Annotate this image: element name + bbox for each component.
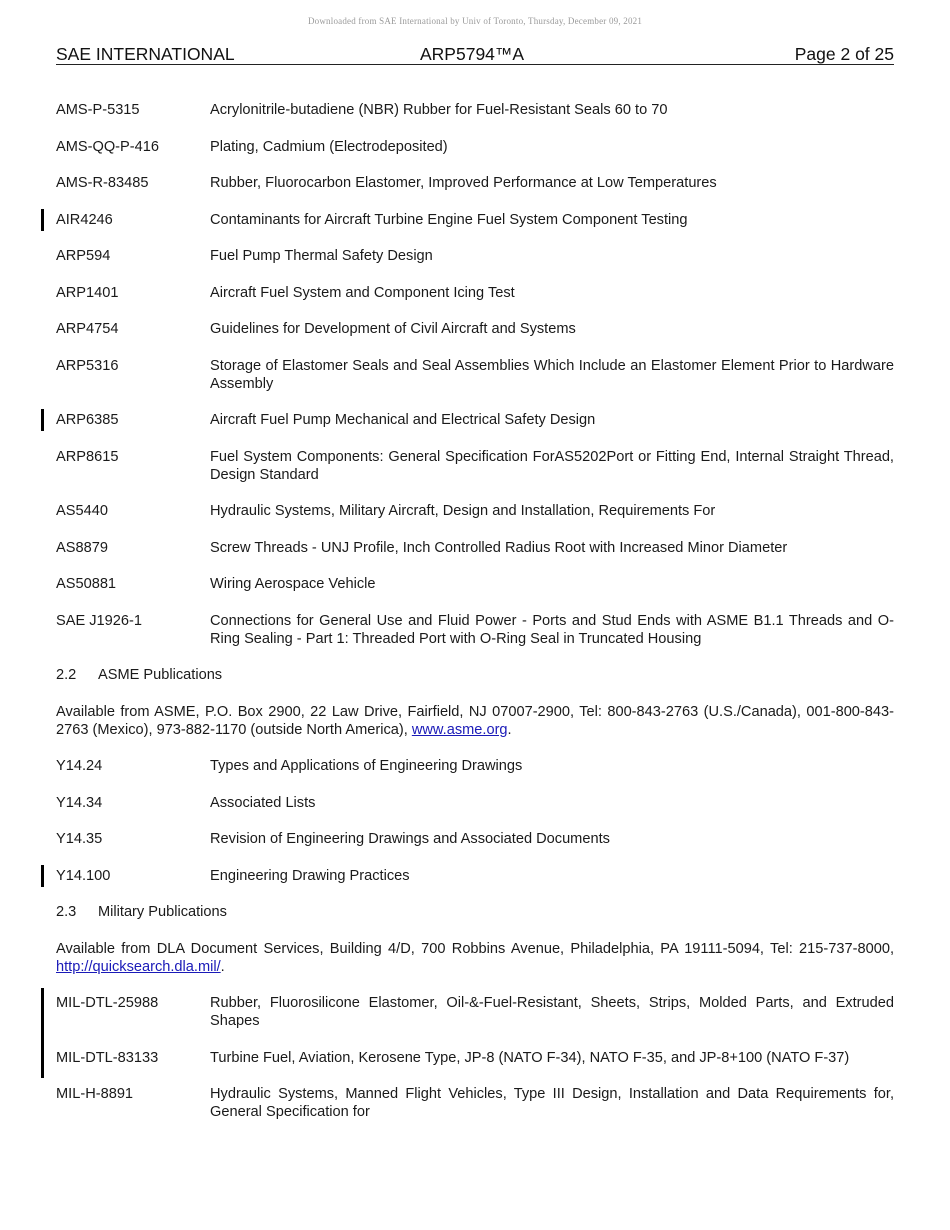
reference-title: Connections for General Use and Fluid Power - Ports and Stud Ends with ASME B1.1 Threads and O-Ring Sealing - Part 1: Threaded Port with O-Ring Seal in Truncated Housing — [210, 612, 894, 647]
reference-code: AS5440 — [56, 503, 108, 519]
reference-row — [56, 448, 894, 484]
reference-code: ARP5316 — [56, 357, 119, 374]
download-watermark: Downloaded from SAE International by Univ of Toronto, Thursday, December 09, 2021 — [307, 16, 643, 26]
section-title: ASME Publications — [98, 667, 223, 683]
reference-code: AMS-P-5315 — [56, 102, 140, 118]
reference-row — [56, 830, 894, 848]
reference-title: Rubber, Fluorocarbon Elastomer, Improved Performance at Low Temperatures — [210, 175, 717, 191]
reference-code: AS50881 — [56, 576, 117, 592]
page-header — [56, 44, 894, 65]
section-heading-asme — [56, 666, 894, 684]
reference-title: Aircraft Fuel Pump Mechanical and Electrical Safety Design — [210, 412, 596, 428]
change-bar — [41, 865, 44, 887]
reference-code: AIR4246 — [56, 211, 113, 228]
reference-code: MIL-H-8891 — [56, 1086, 134, 1102]
reference-title: Rubber, Fluorosilicone Elastomer, Oil-&-Fuel-Resistant, Sheets, Strips, Molded Parts, and Extruded Shapes — [210, 995, 894, 1029]
reference-title: Storage of Elastomer Seals and Seal Assemblies Which Include an Elastomer Element Prior to Hardware Assembly — [210, 357, 894, 392]
reference-row — [56, 101, 894, 119]
header-org: SAE INTERNATIONAL — [56, 44, 235, 64]
reference-row — [56, 867, 894, 885]
reference-title: Acrylonitrile-butadiene (NBR) Rubber for Fuel-Resistant Seals 60 to 70 — [210, 102, 668, 118]
intro-text: Available from ASME, P.O. Box 2900, 22 Law Drive, Fairfield, NJ 07007-2900, Tel: 800-843-2763 (U.S./Canada), 001-800-843-2763 (Mexico), 973-882-1170 (outside North America), — [56, 703, 894, 738]
reference-title: Screw Threads - UNJ Profile, Inch Controlled Radius Root with Increased Minor Diameter — [210, 539, 788, 556]
reference-code: Y14.100 — [56, 867, 111, 884]
reference-code: Y14.35 — [56, 831, 103, 847]
reference-row — [56, 1049, 894, 1067]
reference-title: Guidelines for Development of Civil Aircraft and Systems — [210, 321, 576, 337]
reference-title: Turbine Fuel, Aviation, Kerosene Type, JP-8 (NATO F-34), NATO F-35, and JP-8+100 (NATO F-37) — [210, 1049, 850, 1066]
reference-row — [56, 994, 894, 1030]
section-number: 2.3 — [56, 904, 77, 920]
intro-end: . — [220, 958, 225, 975]
reference-code: ARP1401 — [56, 284, 119, 301]
reference-row — [56, 138, 894, 156]
reference-title: Aircraft Fuel System and Component Icing Test — [210, 284, 515, 301]
reference-code: ARP594 — [56, 248, 111, 264]
reference-code: AS8879 — [56, 539, 108, 556]
section-intro-asme — [56, 703, 894, 739]
reference-code: ARP8615 — [56, 448, 119, 465]
reference-title: Fuel System Components: General Specification ForAS5202Port or Fitting End, Internal Straight Thread, Design Standard — [210, 448, 894, 483]
intro-text: Available from DLA Document Services, Building 4/D, 700 Robbins Avenue, Philadelphia, PA 19111-5094, Tel: 215-737-8000, — [56, 940, 894, 957]
reference-code: SAE J1926-1 — [56, 612, 142, 629]
reference-row — [56, 411, 894, 429]
reference-row — [56, 174, 894, 192]
section-title: Military Publications — [98, 904, 227, 920]
header-page-number: Page 2 of 25 — [794, 44, 894, 64]
change-bar — [41, 988, 44, 1078]
reference-row — [56, 539, 894, 557]
reference-code: Y14.34 — [56, 794, 103, 811]
reference-row — [56, 575, 894, 593]
reference-row — [56, 502, 894, 520]
page-content — [56, 101, 894, 1140]
reference-code: AMS-QQ-P-416 — [56, 138, 159, 155]
change-bar — [41, 209, 44, 231]
section-number: 2.2 — [56, 667, 77, 683]
reference-code: ARP6385 — [56, 412, 119, 428]
reference-title: Hydraulic Systems, Manned Flight Vehicles, Type III Design, Installation and Data Requirements for, General Specification for — [210, 1086, 894, 1120]
reference-title: Types and Applications of Engineering Drawings — [210, 758, 523, 774]
reference-title: Revision of Engineering Drawings and Associated Documents — [210, 831, 610, 847]
reference-row — [56, 357, 894, 393]
header-doc-id: ARP5794™A — [420, 44, 525, 64]
section-heading-military — [56, 903, 894, 921]
reference-row — [56, 247, 894, 265]
reference-title: Wiring Aerospace Vehicle — [210, 576, 376, 592]
reference-row — [56, 1085, 894, 1121]
reference-code: ARP4754 — [56, 321, 119, 337]
reference-code: MIL-DTL-83133 — [56, 1049, 159, 1066]
section-intro-military — [56, 940, 894, 976]
reference-title: Contaminants for Aircraft Turbine Engine Fuel System Component Testing — [210, 211, 688, 228]
reference-title: Hydraulic Systems, Military Aircraft, Design and Installation, Requirements For — [210, 503, 716, 519]
dla-website-link[interactable]: http://quicksearch.dla.mil/ — [56, 958, 221, 975]
asme-website-link[interactable]: www.asme.org — [411, 721, 508, 738]
reference-row — [56, 757, 894, 775]
reference-title: Associated Lists — [210, 794, 316, 811]
reference-title: Engineering Drawing Practices — [210, 867, 410, 884]
reference-code: MIL-DTL-25988 — [56, 995, 159, 1011]
reference-row — [56, 284, 894, 302]
intro-end: . — [507, 721, 512, 738]
reference-title: Fuel Pump Thermal Safety Design — [210, 248, 433, 264]
reference-code: AMS-R-83485 — [56, 175, 149, 191]
reference-row — [56, 612, 894, 648]
reference-title: Plating, Cadmium (Electrodeposited) — [210, 138, 448, 155]
reference-code: Y14.24 — [56, 758, 103, 774]
reference-row — [56, 211, 894, 229]
change-bar — [41, 409, 44, 431]
reference-row — [56, 320, 894, 338]
reference-row — [56, 794, 894, 812]
